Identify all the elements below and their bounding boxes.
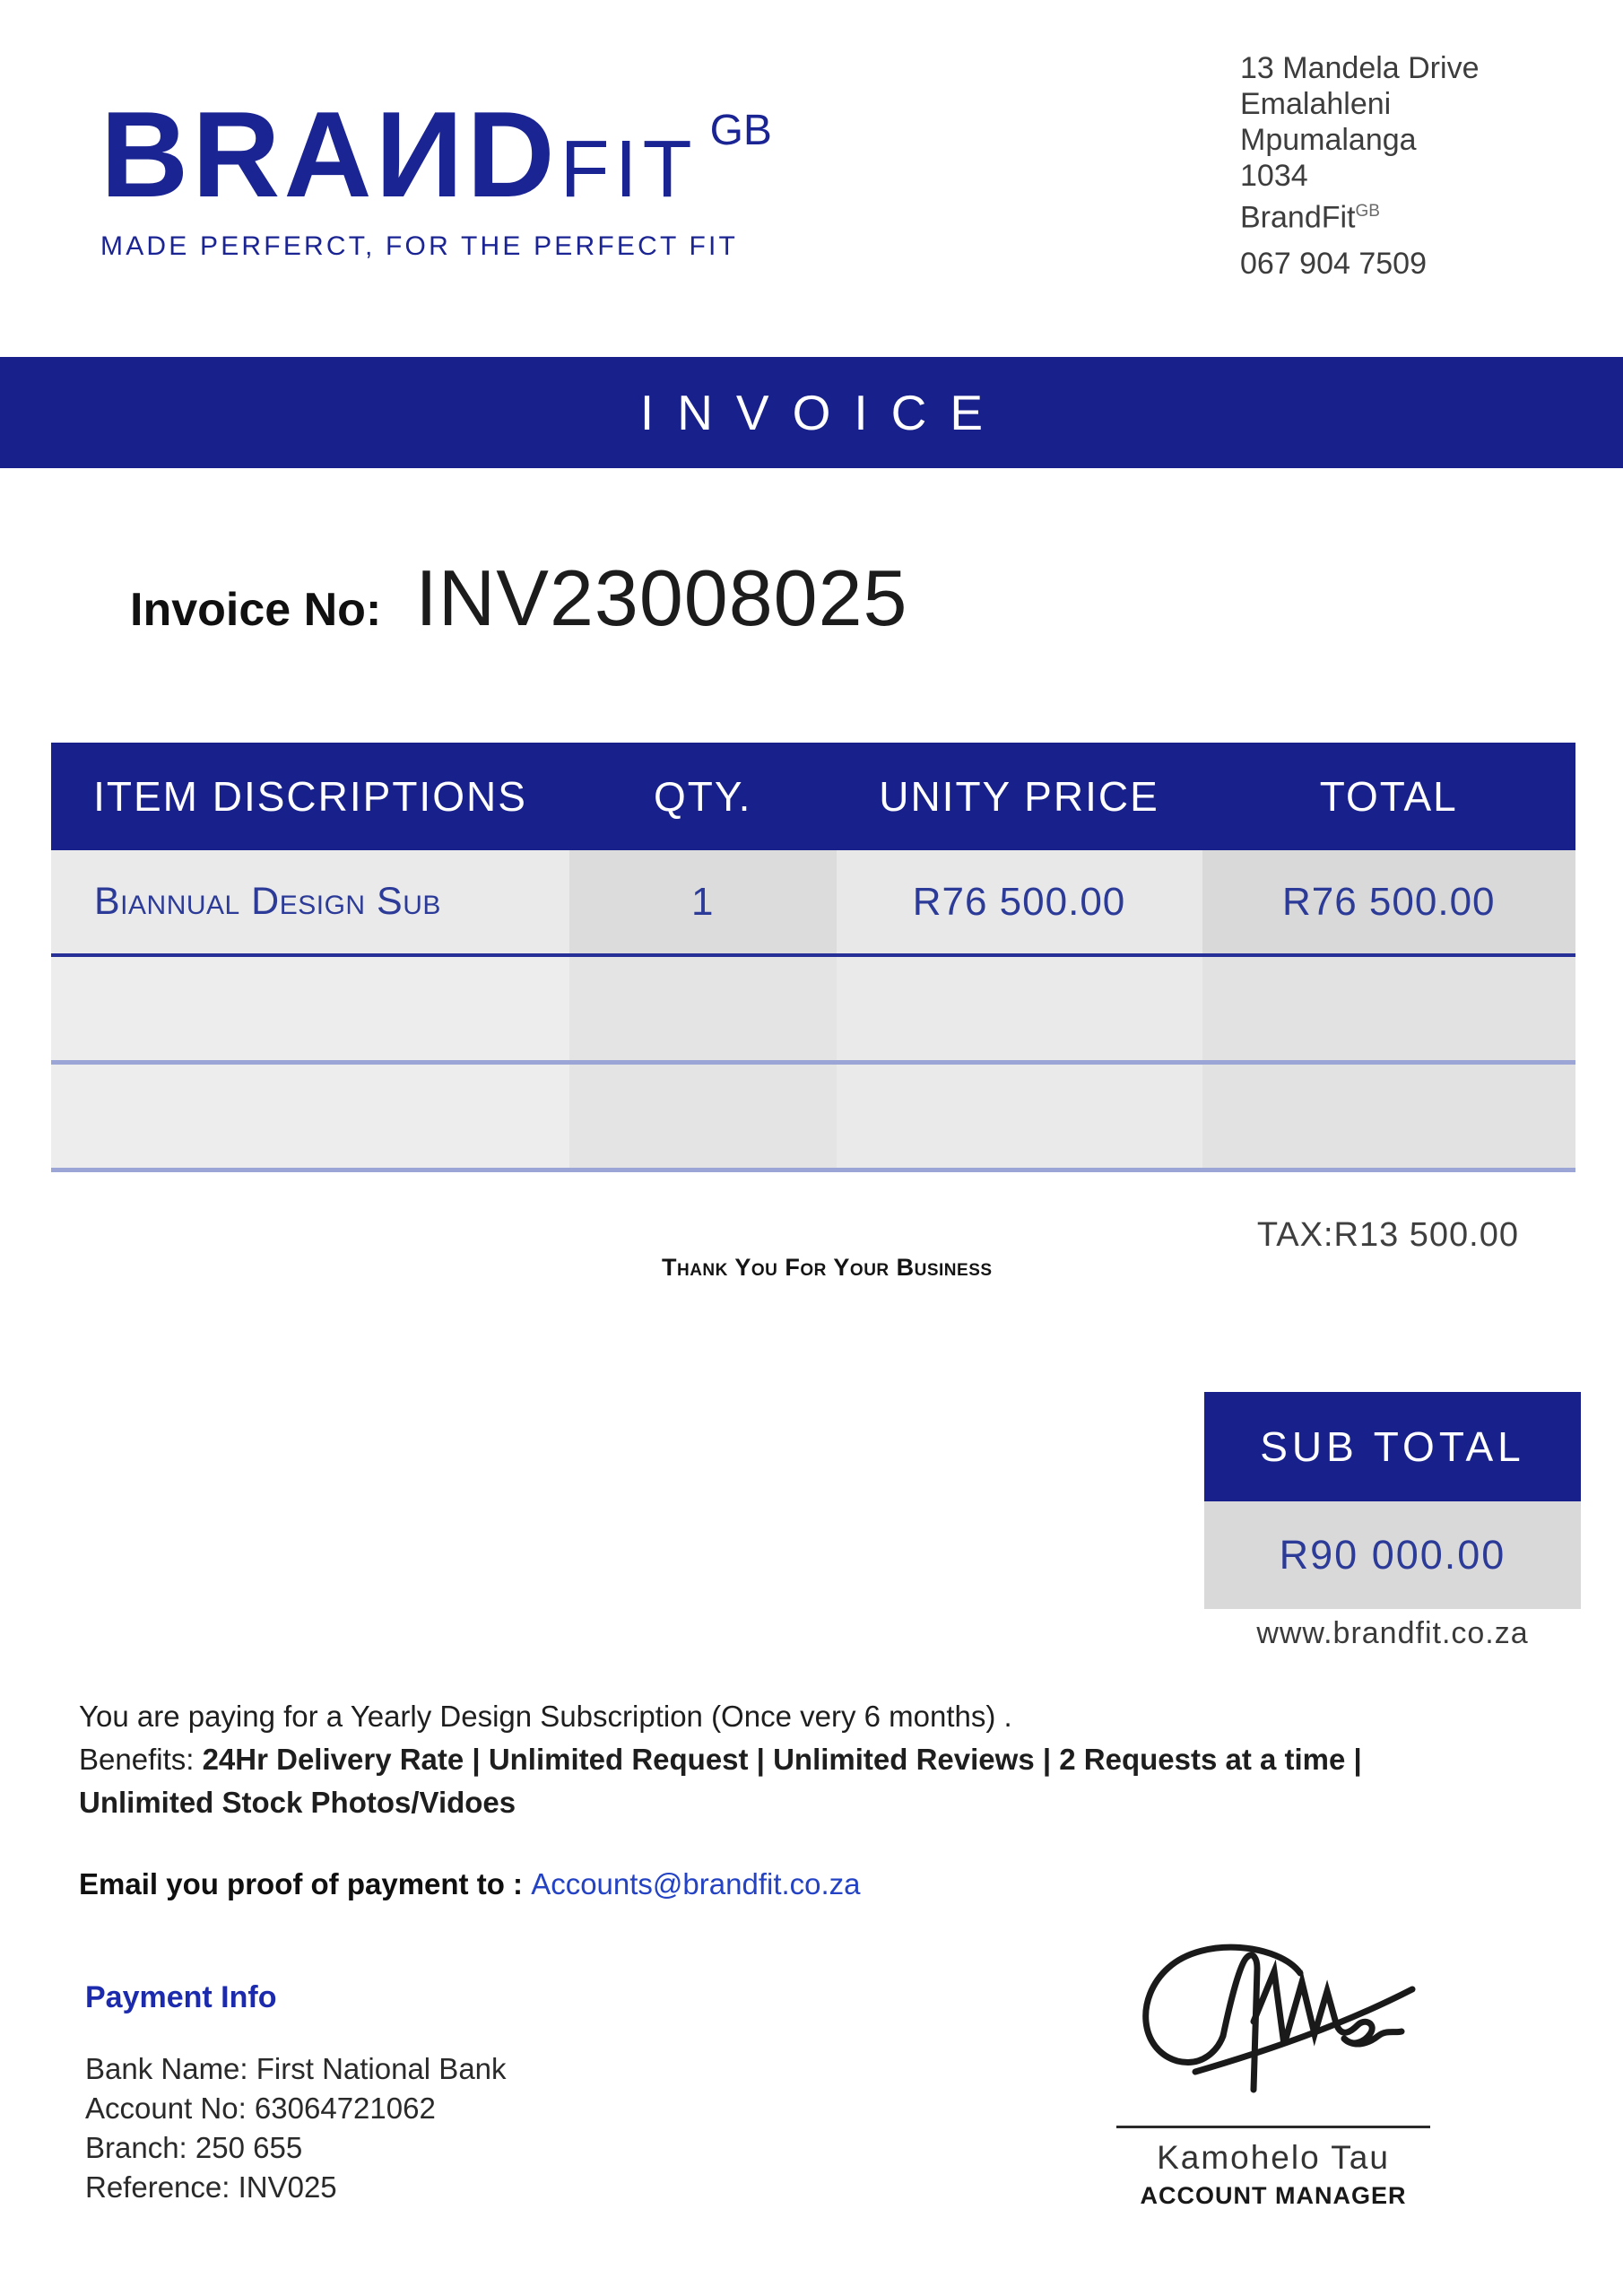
logo-gb-superscript: GB (709, 107, 772, 154)
cell-qty (569, 1065, 837, 1168)
cell-unit-price (837, 957, 1202, 1060)
header-unit-price: UNITY PRICE (879, 773, 1159, 820)
company-name (1240, 194, 1479, 235)
benefits-line (79, 1738, 1487, 1824)
address-line: Mpumalanga (1240, 123, 1417, 157)
invoice-banner-title: INVOICE (639, 385, 1007, 440)
company-name-text: BrandFit (1240, 200, 1356, 235)
header-item-descriptions: ITEM DISCRIPTIONS (93, 773, 527, 820)
address-line: Emalahleni (1240, 87, 1392, 121)
bank-name-line: Bank Name: First National Bank (85, 2052, 507, 2085)
company-address-block (1240, 50, 1479, 282)
table-header-row (51, 743, 1575, 850)
table-bottom-rule (51, 1168, 1575, 1172)
table-row (51, 1065, 1575, 1168)
payment-info-lines (85, 2049, 507, 2207)
company-name-superscript: GB (1355, 202, 1380, 221)
cell-total (1202, 1065, 1576, 1168)
logo-fit-text: FIT (560, 125, 698, 214)
table-row (51, 850, 1575, 953)
signature-block (1116, 1935, 1430, 2210)
subtotal-label: SUB TOTAL (1204, 1392, 1581, 1501)
accounts-email-link[interactable]: Accounts@brandfit.co.za (531, 1867, 861, 1900)
logo-wordmark (100, 86, 772, 222)
cell-unit-price: R76 500.00 (837, 850, 1202, 953)
brandfit-logo (100, 86, 772, 262)
benefits-label: Benefits: (79, 1743, 203, 1776)
cell-total: R76 500.00 (1202, 850, 1576, 953)
cell-unit-price (837, 1065, 1202, 1168)
signatory-name: Kamohelo Tau (1157, 2139, 1390, 2176)
cell-qty: 1 (569, 850, 837, 953)
logo-tagline: MADE PERFERCT, FOR THE PERFECT FIT (100, 231, 739, 261)
cell-item: Biannual Design Sub (51, 850, 569, 953)
line-items-table (51, 743, 1575, 1172)
reference-line: Reference: INV025 (85, 2170, 337, 2204)
cell-total (1202, 957, 1576, 1060)
payment-info-section (85, 1980, 507, 2207)
signatory-title: ACCOUNT MANAGER (1140, 2182, 1407, 2209)
invoice-number-label: Invoice No: (130, 584, 382, 636)
header-total: TOTAL (1319, 773, 1458, 820)
address-line: 13 Mandela Drive (1240, 51, 1480, 85)
cell-qty (569, 957, 837, 1060)
payment-proof-label: Email you proof of payment to : (79, 1867, 532, 1900)
logo-brand-text: BRAИD (100, 86, 559, 222)
subtotal-box (1204, 1392, 1581, 1609)
cell-item (51, 957, 569, 1060)
company-phone: 067 904 7509 (1240, 247, 1427, 282)
invoice-number-value: INV23008025 (415, 553, 908, 642)
website-url: www.brandfit.co.za (1256, 1616, 1529, 1650)
invoice-banner (0, 357, 1623, 468)
invoice-number-row (130, 552, 908, 644)
subtotal-value: R90 000.00 (1204, 1501, 1581, 1609)
payment-info-heading: Payment Info (85, 1980, 277, 2014)
thank-you-note: Thank You For Your Business (662, 1254, 993, 1281)
notes-line: You are paying for a Yearly Design Subscription (Once very 6 months) . (79, 1700, 1012, 1733)
header-qty: QTY. (654, 773, 752, 820)
cell-item (51, 1065, 569, 1168)
tax-amount: TAX:R13 500.00 (1256, 1216, 1519, 1254)
signature-scribble-icon (1116, 1935, 1430, 2115)
address-line: 1034 (1240, 159, 1308, 193)
subscription-notes (79, 1695, 1487, 1824)
payment-proof-line (79, 1867, 861, 1901)
branch-line: Branch: 250 655 (85, 2131, 303, 2164)
signature-line (1116, 2126, 1430, 2128)
account-number-line: Account No: 63064721062 (85, 2092, 436, 2125)
benefits-text: 24Hr Delivery Rate | Unlimited Request | Unlimited Reviews | 2 Requests at a time | Unlimited Stock Photos/Vidoes (79, 1743, 1362, 1819)
table-row (51, 957, 1575, 1060)
